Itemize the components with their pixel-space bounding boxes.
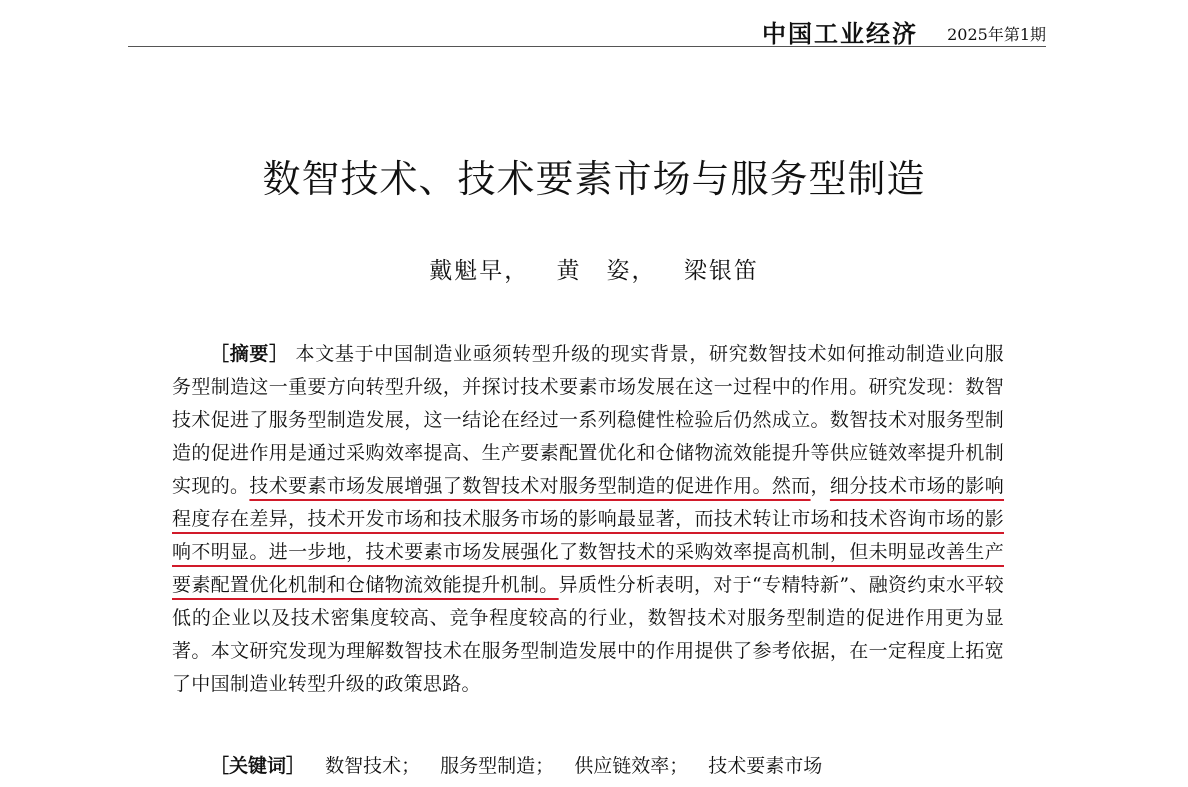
author-name: 梁银笛 — [683, 258, 759, 284]
abstract-text: ， — [810, 475, 830, 497]
keyword: 服务型制造； — [440, 755, 555, 777]
article-title: 数智技术、技术要素市场与服务型制造 — [262, 157, 926, 201]
keyword: 数智技术； — [325, 755, 421, 777]
keyword: 供应链效率； — [574, 755, 689, 777]
author-name: 黄 姿， — [556, 258, 657, 284]
keywords-label: ［关键词］ — [210, 755, 306, 777]
abstract — [172, 338, 1004, 701]
page-header — [128, 12, 1046, 47]
abstract-text: 本文基于中国制造业亟须转型升级的现实背景，研究数智技术如何推动制造业向服务型制造这一重要方向转型升级，并探讨技术要素市场发展在这一过程中的作用。研究发现：数智技术促进了服务型制造发展，这一结论在经过一系列稳健性检验后仍然成立。数智技术对服务型制造的促进作用是通过采购效率提高、生产要素配置优化和仓储物流效能提升等供应链效率提升机制实现的。 — [172, 343, 1004, 497]
author-name: 戴魁早， — [429, 258, 530, 284]
issue-number: 2025年第1期 — [947, 25, 1046, 44]
keywords — [210, 752, 1010, 780]
abstract-label: ［摘要］ — [210, 343, 289, 365]
abstract-highlight: 技术要素市场发展增强了数智技术对服务型制造的促进作用。然而 — [249, 475, 811, 497]
abstract-text: 异质性分析表明，对于“专精特新”、融资约束水平较低的企业以及技术密集度较高、竞争程度较高的行业，数智技术对服务型制造的促进作用更为显著。本文研究发现为理解数智技术在服务型制造发展中的作用提供了参考依据，在一定程度上拓宽了中国制造业转型升级的政策思路。 — [172, 574, 1004, 695]
keyword: 技术要素市场 — [708, 755, 823, 777]
author-list — [0, 252, 1188, 285]
journal-name: 中国工业经济 — [762, 20, 918, 48]
abstract-highlight: 细分技术市场的影响程度存在差异，技术开发市场和技术服务市场的影响最显著，而技术转让市场和技术咨询市场的影响不明显。进一步地，技术要素市场发展强化了数智技术的采购效率提高机制，但未明显改善生产要素配置优化机制和仓储物流效能提升机制。 — [172, 475, 1005, 596]
